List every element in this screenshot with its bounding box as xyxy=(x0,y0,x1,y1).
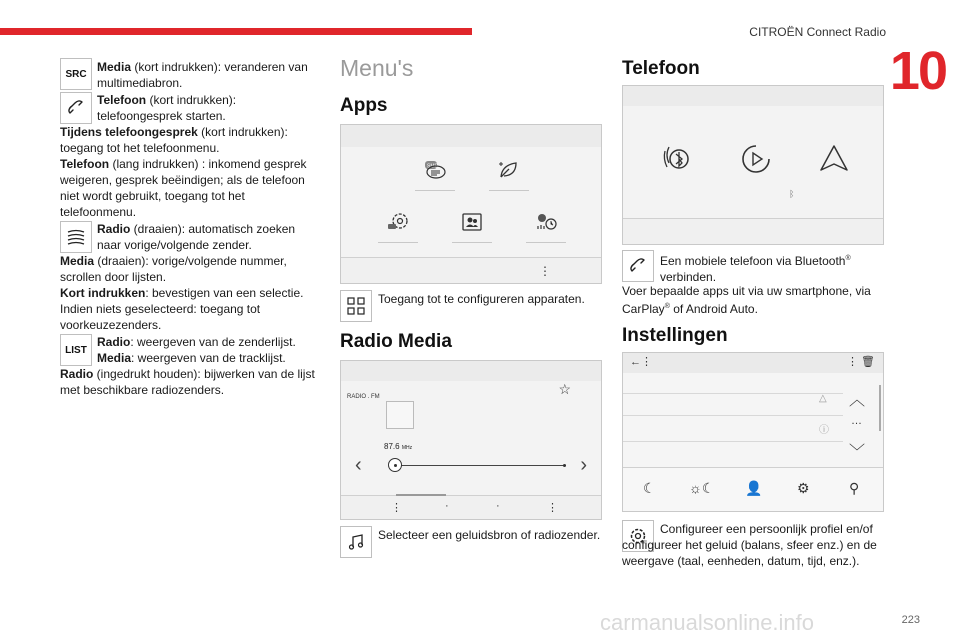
media-short-press-text xyxy=(97,59,322,91)
apps-screen-top-band xyxy=(341,125,601,147)
brightness-icon[interactable]: ☼☾ xyxy=(689,480,715,496)
media-turn-desc: (draaien): vorige/volgende nummer, scrollen door lijsten. xyxy=(60,254,287,284)
radio-hold-term: Radio xyxy=(60,367,94,381)
radio-screen-bottom-band xyxy=(341,495,601,519)
menu-dots-icon[interactable]: ⋮ xyxy=(391,502,402,514)
scroll-down-chevron-icon[interactable]: ﹀ xyxy=(848,444,865,461)
during-call-text xyxy=(60,124,322,156)
list-label: LIST xyxy=(65,344,87,356)
instellingen-heading: Instellingen xyxy=(622,325,728,346)
radio-hold-desc: (ingedrukt houden): bijwerken van de lijst met beschikbare radiozenders. xyxy=(60,367,315,397)
android-auto-icon[interactable] xyxy=(817,142,851,181)
radio-band-label: RADIO . FM xyxy=(347,394,380,400)
phone-desc: (kort indrukken): telefoongesprek starten. xyxy=(97,93,237,123)
more-dots-icon[interactable]: ⋮ xyxy=(547,502,558,514)
phone-caption-part1: Een mobiele telefoon via Bluetooth xyxy=(660,254,846,268)
apps-grid-icon xyxy=(340,290,372,322)
settings-tab-bar xyxy=(623,467,883,511)
watermark: carmanualsonline.info xyxy=(600,610,815,635)
telefoon-heading: Telefoon xyxy=(622,58,700,79)
radio-hold-text xyxy=(60,366,322,398)
radio-turn-text xyxy=(97,221,322,253)
phone-caption-part4: of Android Auto. xyxy=(669,302,758,316)
more-dots-icon[interactable]: ⋮ xyxy=(539,264,551,278)
registered-mark: ® xyxy=(845,255,851,262)
phone-short-press-text xyxy=(97,92,322,124)
settings-gear-app-icon[interactable] xyxy=(380,207,416,237)
small-dot-icon[interactable]: · xyxy=(496,500,500,512)
list-button-icon xyxy=(60,334,92,366)
radio-list-desc: : weergeven van de zenderlijst. xyxy=(130,335,296,349)
fan-timer-app-icon[interactable] xyxy=(528,207,564,237)
bluetooth-phone-icon[interactable] xyxy=(661,141,697,182)
rotary-knob-icon xyxy=(60,221,92,253)
radio-screen-top-band xyxy=(341,361,601,381)
apps-screen-bottom-band xyxy=(341,257,601,283)
radio-screen xyxy=(340,360,602,520)
knob-center-dot xyxy=(394,464,397,467)
scroll-up-chevron-icon[interactable]: ︿ xyxy=(848,392,865,409)
frequency-unit: MHz xyxy=(401,445,413,451)
settings-screen xyxy=(622,352,884,512)
phone-screen-top-band xyxy=(623,86,883,106)
phone-term: Telefoon xyxy=(97,93,147,107)
phone-screen-bottom-band xyxy=(623,189,883,244)
media-desc: (kort indrukken): veranderen van multimediabron. xyxy=(97,60,308,90)
back-arrow-icon[interactable]: ←⋮ xyxy=(630,356,652,368)
src-button-icon xyxy=(60,58,92,90)
apps-heading: Apps xyxy=(340,95,388,116)
media-list-term: Media xyxy=(97,351,132,365)
contacts-app-icon[interactable] xyxy=(454,207,490,237)
phone-long-desc: (lang indrukken) : inkomend gesprek weigeren, gesprek beëindigen; als de telefoon niet wordt gebruikt, toegang tot het telefoonmenu. xyxy=(60,157,307,219)
media-turn-term: Media xyxy=(60,254,95,268)
phone-handset-icon xyxy=(60,92,92,124)
profile-icon[interactable]: 👤 xyxy=(745,480,763,496)
tune-next-chevron-icon[interactable]: › xyxy=(580,454,587,476)
more-horizontal-icon[interactable]: … xyxy=(851,415,862,427)
phone-long-press-text xyxy=(60,156,322,220)
eco-leaf-app-icon[interactable] xyxy=(491,155,527,185)
header-red-bar xyxy=(0,28,472,35)
settings-screen-top-band xyxy=(623,353,883,373)
music-note-icon xyxy=(340,526,372,558)
phone-caption-part3: Voer bepaalde apps uit via uw smartphone, via CarPlay xyxy=(622,284,871,316)
menu-trash-icon[interactable]: ⋮ 🗑 xyxy=(846,356,875,368)
carplay-icon[interactable] xyxy=(739,142,773,181)
apps-caption: Toegang tot te configureren apparaten. xyxy=(378,292,585,306)
radio-media-heading: Radio Media xyxy=(340,331,452,352)
media-term: Media xyxy=(97,60,132,74)
phone-caption-part2: verbinden. xyxy=(660,270,717,284)
src-label: SRC xyxy=(65,68,87,80)
frequency-value: 87.6 xyxy=(384,442,400,451)
during-call-desc: (kort indrukken): toegang tot het telefoonmenu. xyxy=(60,125,288,155)
settings-gear-icon[interactable]: ⚙ xyxy=(797,480,810,496)
short-press-desc: : bevestigen van een selectie. Indien niets geselecteerd: toegang tot voorkeuzezenders. xyxy=(60,286,304,332)
media-turn-text xyxy=(60,253,322,285)
radio-list-text xyxy=(97,334,322,350)
phone-screen xyxy=(622,85,884,245)
slider-end-dot xyxy=(563,464,566,467)
settings-caption: Configureer een persoonlijk profiel en/of configureer het geluid (balans, sfeer enz.) en de weergave (taal, eenheden, datum, tijd, enz.). xyxy=(622,522,877,568)
scrollbar[interactable] xyxy=(879,385,881,431)
radio-caption: Selecteer een geluidsbron of radiozender. xyxy=(378,528,601,542)
short-press-text xyxy=(60,285,322,333)
media-list-desc: : weergeven van de tracklijst. xyxy=(131,351,286,365)
frequency-slider-track[interactable] xyxy=(396,465,566,466)
small-dot-icon[interactable]: · xyxy=(445,500,449,512)
tune-prev-chevron-icon[interactable]: ‹ xyxy=(355,454,362,476)
info-circle-icon: ⓘ xyxy=(819,425,829,436)
during-call-term: Tijdens telefoongesprek xyxy=(60,125,198,139)
running-header: CITROËN Connect Radio xyxy=(749,25,886,39)
station-logo-placeholder xyxy=(386,401,414,429)
page-number: 223 xyxy=(901,614,920,626)
phone-handset-icon xyxy=(622,250,654,282)
svg-text:SMS: SMS xyxy=(427,163,438,170)
night-mode-icon[interactable]: ☾ xyxy=(643,480,656,496)
registered-mark: ® xyxy=(664,303,670,310)
apps-screen xyxy=(340,124,602,284)
phone-caption-line2 xyxy=(622,283,882,317)
radio-frequency xyxy=(384,442,412,451)
bluetooth-status-icon: ᛒ xyxy=(789,189,795,199)
phone-long-term: Telefoon xyxy=(60,157,110,171)
radio-turn-term: Radio xyxy=(97,222,131,236)
radio-turn-desc: (draaien): automatisch zoeken naar vorige/volgende zender. xyxy=(97,222,296,252)
radio-list-term: Radio xyxy=(97,335,131,349)
phone-caption-line1 xyxy=(660,251,880,285)
favorite-star-icon[interactable]: ☆ xyxy=(558,381,571,397)
sms-app-icon[interactable] xyxy=(417,155,453,185)
menus-heading: Menu's xyxy=(340,55,414,81)
short-press-term: Kort indrukken xyxy=(60,286,146,300)
location-settings-icon[interactable]: ⚲ xyxy=(849,480,860,496)
active-tab-indicator xyxy=(396,494,446,496)
media-list-text xyxy=(97,350,322,366)
warning-triangle-icon: △ xyxy=(819,393,827,404)
chapter-number: 10 xyxy=(889,41,946,101)
